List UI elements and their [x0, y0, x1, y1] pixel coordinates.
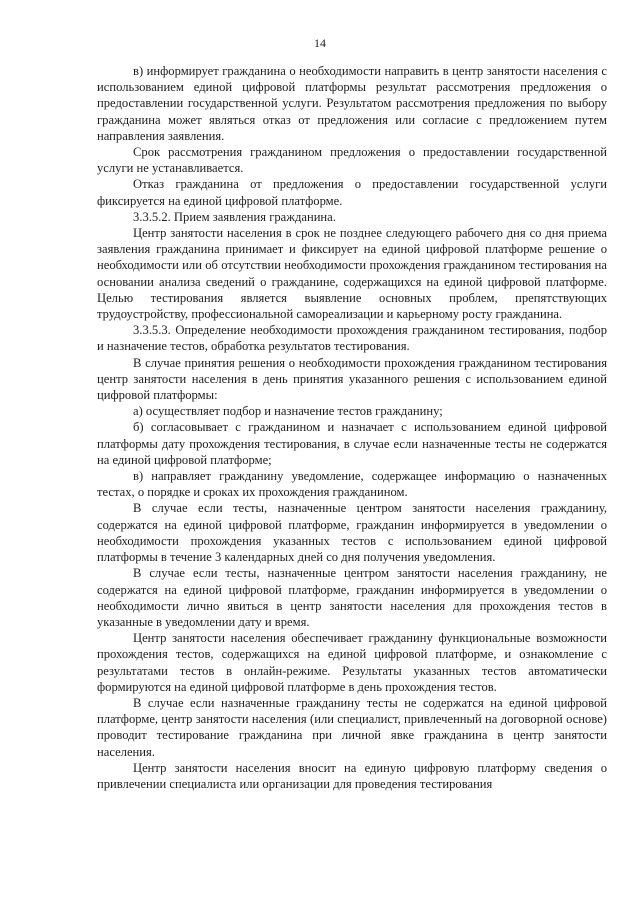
paragraph: Срок рассмотрения гражданином предложения о предоставлении государственной услуги не устанавливается.: [97, 145, 607, 176]
paragraph: Центр занятости населения обеспечивает гражданину функциональные возможности прохождения тестов, содержащихся на единой цифровой платформе, и ознакомление с результатами тестов в онлайн-режиме. Результаты указанных тестов автоматически формируются на единой цифровой платформе в день прохождения тестов.: [97, 631, 607, 694]
paragraph: б) согласовывает с гражданином и назначает с использованием единой цифровой платформы дату прохождения тестирования, в случае если назначенные тесты не содержатся на единой цифровой платформе;: [97, 420, 607, 467]
paragraph: В случае если назначенные гражданину тесты не содержатся на единой цифровой платформе, центр занятости населения (или специалист, привлеченный на договорной основе) проводит тестирование гражданина при личной явке гражданина в центр занятости населения.: [97, 695, 607, 759]
paragraph: Центр занятости населения в срок не позднее следующего рабочего дня со дня приема заявления гражданина принимает и фиксирует на единой цифровой платформе решение о необходимости или об отсутствии необходимости прохождения гражданином тестирования на основании анализа сведений о гражданине, содержащихся на единой цифровой платформе. Целью тестирования является выявление основных проблем, препятствующих трудоустройству, профессиональной самореализации и карьерному росту гражданина.: [97, 226, 607, 322]
paragraph: В случае если тесты, назначенные центром занятости населения гражданину, содержатся на единой цифровой платформе, гражданин информируется в уведомлении о необходимости прохождения указанных тестов с использованием единой цифровой платформы в течение 3 календарных дней со дня получения уведомления.: [97, 501, 607, 565]
document-body: [97, 63, 607, 792]
paragraph: В случае если тесты, назначенные центром занятости населения гражданину, не содержатся на единой цифровой платформе, гражданин информируется в уведомлении о необходимости лично явиться в центр занятости населения для прохождения тестов в указанные в уведомлении дату и время.: [97, 566, 607, 629]
paragraph: 3.3.5.3. Определение необходимости прохождения гражданином тестирования, подбор и назначение тестов, обработка результатов тестирования.: [97, 323, 607, 354]
page-number: 14: [314, 36, 326, 50]
paragraph: 3.3.5.2. Прием заявления гражданина.: [133, 209, 336, 224]
paragraph: в) направляет гражданину уведомление, содержащее информацию о назначенных тестах, о порядке и сроках их прохождения гражданином.: [97, 469, 607, 500]
paragraph: а) осуществляет подбор и назначение тестов гражданину;: [133, 404, 443, 419]
paragraph: в) информирует гражданина о необходимости направить в центр занятости населения с использованием единой цифровой платформы результат рассмотрения предложения о предоставлении государственной услуги. Результатом рассмотрения предложения по выбору гражданина может являться отказ от предложения или согласие с предложением путем направления заявления.: [97, 64, 607, 143]
paragraph: Отказ гражданина от предложения о предоставлении государственной услуги фиксируется на единой цифровой платформе.: [97, 177, 607, 208]
paragraph: Центр занятости населения вносит на единую цифровую платформу сведения о привлечении специалиста или организации для проведения тестирования: [97, 760, 607, 791]
paragraph: В случае принятия решения о необходимости прохождения гражданином тестирования центр занятости населения в день принятия указанного решения с использованием единой цифровой платформы:: [97, 355, 607, 403]
